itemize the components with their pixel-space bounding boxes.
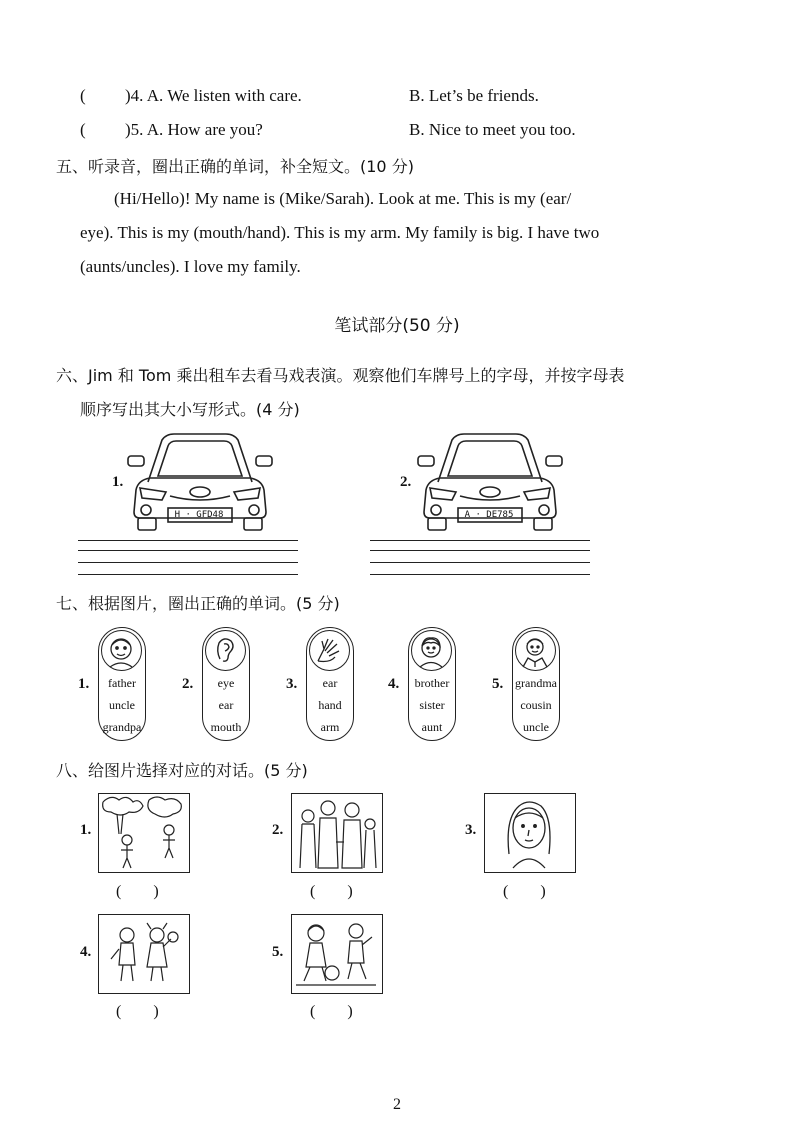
section5-para-line1: (Hi/Hello)! My name is (Mike/Sarah). Look at me. This is my (ear/ (114, 189, 572, 208)
pic4-number: 4. (80, 944, 92, 960)
section5-para-line2: eye). This is my (mouth/hand). This is my arm. My family is big. I have two (80, 223, 600, 242)
word-option[interactable]: eye (217, 676, 235, 690)
pic2-number: 2. (272, 822, 284, 838)
section5-para-line3: (aunts/uncles). I love my family. (80, 257, 301, 276)
item7-5-number: 5. (492, 676, 504, 692)
written-part-title: 笔试部分(50 分) (334, 316, 460, 336)
q5-paren: ( (80, 120, 86, 139)
picture-frame (291, 793, 383, 873)
word-option[interactable]: mouth (210, 720, 242, 734)
answer-paren[interactable]: ( ) (116, 1003, 159, 1020)
q4-option-a: )4. A. We listen with care. (125, 86, 302, 105)
car1-number: 1. (112, 474, 124, 490)
item7-2-number: 2. (182, 676, 194, 692)
pic3-number: 3. (465, 822, 477, 838)
section6-title-line1: 六、Jim 和 Tom 乘出租车去看马戏表演。观察他们车牌号上的字母，并按字母表 (56, 366, 625, 385)
item7-4-number: 4. (388, 676, 400, 692)
answer-paren[interactable]: ( ) (310, 1003, 353, 1020)
answer-paren[interactable]: ( ) (503, 883, 546, 900)
word-option[interactable]: uncle (523, 720, 549, 734)
word-option[interactable]: grandma (515, 676, 557, 690)
word-option[interactable]: ear (218, 698, 234, 712)
q4-option-b: B. Let’s be friends. (409, 86, 539, 105)
writing-line (78, 562, 298, 563)
pic1-number: 1. (80, 822, 92, 838)
picture-frame (98, 793, 190, 873)
item7-1-number: 1. (78, 676, 90, 692)
writing-line (370, 540, 590, 541)
answer-paren[interactable]: ( ) (310, 883, 353, 900)
writing-line (370, 574, 590, 575)
section7-title: 七、根据图片，圈出正确的单词。(5 分) (56, 594, 340, 613)
writing-line (78, 550, 298, 551)
boy-face-icon (411, 630, 452, 671)
kids-playing-icon (292, 915, 380, 991)
section5-title: 五、听录音，圈出正确的单词，补全短文。(10 分) (56, 157, 414, 176)
picture-frame (98, 914, 190, 994)
picture-frame (484, 793, 576, 873)
writing-line (370, 562, 590, 563)
word-option[interactable]: uncle (109, 698, 135, 712)
word-option[interactable]: grandpa (102, 720, 142, 734)
word-option[interactable]: cousin (520, 698, 552, 712)
grandpa-face-icon (101, 630, 142, 671)
word-option[interactable]: brother (414, 676, 450, 690)
word-option[interactable]: sister (419, 698, 445, 712)
two-kids-icon (99, 915, 187, 991)
answer-paren[interactable]: ( ) (116, 883, 159, 900)
word-option[interactable]: hand (318, 698, 342, 712)
word-choice-card (306, 627, 354, 741)
word-option[interactable]: aunt (421, 720, 443, 734)
word-option[interactable]: father (108, 676, 136, 690)
word-option[interactable]: arm (320, 720, 340, 734)
people-greeting-icon (292, 794, 380, 870)
word-choice-card (98, 627, 146, 741)
writing-line (78, 540, 298, 541)
q4-paren: ( (80, 86, 86, 105)
license-plate: H · GFD48 (174, 510, 224, 520)
picture-frame (291, 914, 383, 994)
park-children-icon (99, 794, 187, 870)
word-choice-card (202, 627, 250, 741)
hand-icon (309, 630, 350, 671)
pic5-number: 5. (272, 944, 284, 960)
section8-title: 八、给图片选择对应的对话。(5 分) (56, 761, 308, 780)
word-option[interactable]: ear (322, 676, 338, 690)
girl-face-icon (485, 794, 573, 870)
item7-3-number: 3. (286, 676, 298, 692)
word-choice-card (408, 627, 456, 741)
ear-icon (205, 630, 246, 671)
car2-number: 2. (400, 474, 412, 490)
writing-line (78, 574, 298, 575)
writing-line (370, 550, 590, 551)
word-choice-card (512, 627, 560, 741)
page-number: 2 (393, 1096, 401, 1113)
section6-title-line2: 顺序写出其大小写形式。(4 分) (80, 400, 300, 419)
q5-option-b: B. Nice to meet you too. (409, 120, 576, 139)
man-face-icon (515, 630, 556, 671)
q5-option-a: )5. A. How are you? (125, 120, 263, 139)
license-plate: A · DE785 (464, 510, 514, 520)
